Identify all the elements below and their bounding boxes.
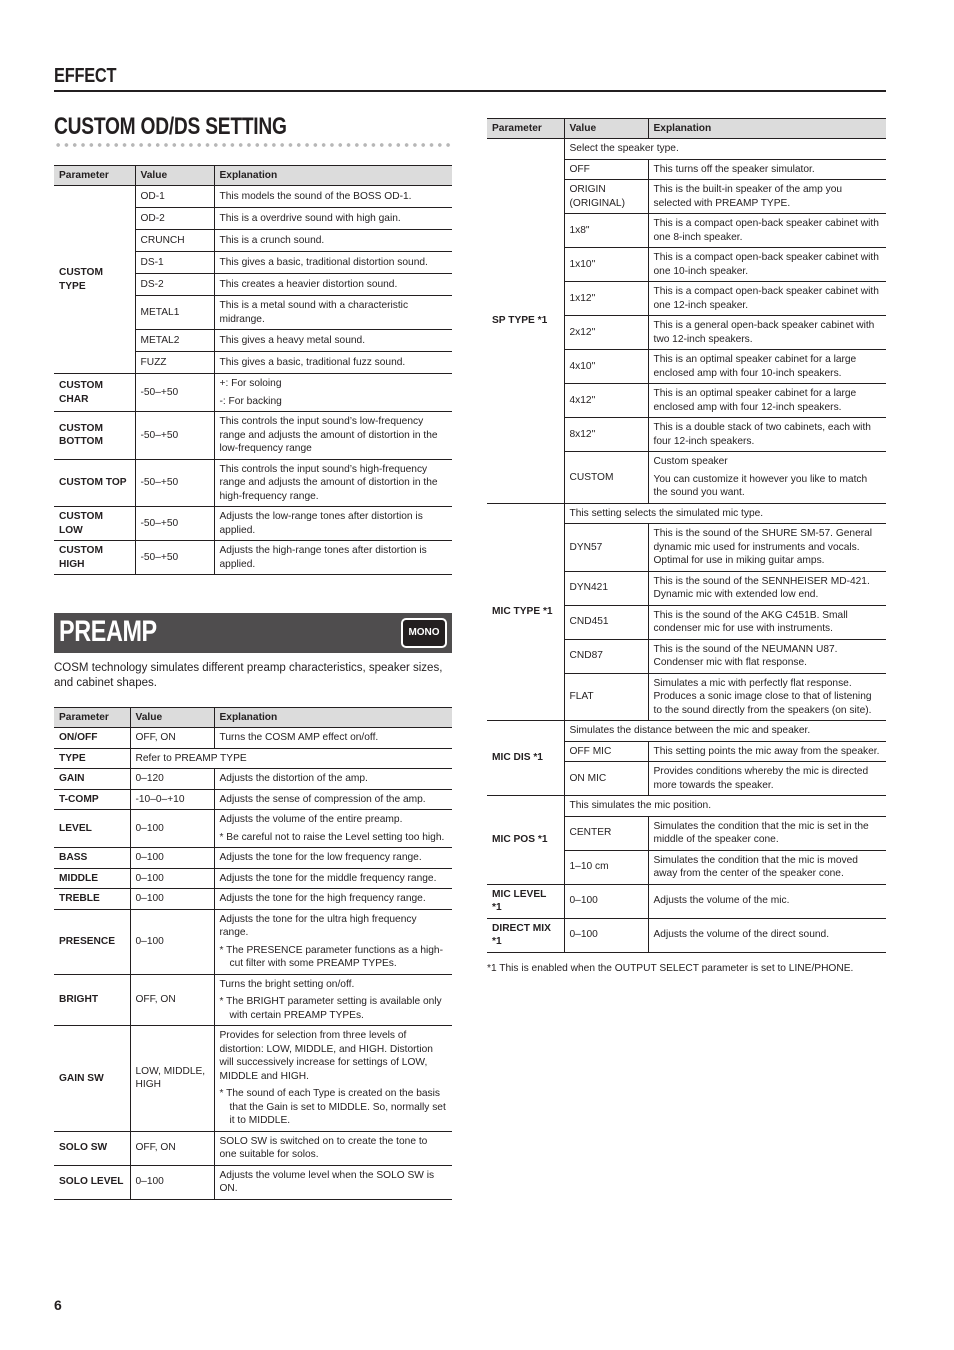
explanation-cell: Adjusts the distortion of the amp.: [214, 769, 452, 790]
value-cell: -10–0–+10: [130, 789, 214, 810]
explanation-cell: Adjusts the tone for the high frequency range.: [214, 889, 452, 910]
explanation-cell: Turns the COSM AMP effect on/off.: [214, 728, 452, 749]
explanation-cell: Adjusts the tone for the low frequency range.: [214, 848, 452, 869]
note-text: * Be careful not to raise the Level setting too high.: [219, 831, 445, 843]
section-intro-cell: Simulates the distance between the mic and speaker.: [564, 721, 886, 742]
explanation-cell: This is a double stack of two cabinets, each with four 12-inch speakers.: [648, 418, 886, 452]
explanation-cell: This is the sound of the SHURE SM-57. General dynamic mic used for instruments and vocals. Optimal for use in miking guitar amps.: [648, 524, 886, 572]
table-header-row: [54, 708, 452, 728]
dotted-divider: [54, 142, 452, 148]
table-row: [54, 459, 452, 507]
param-cell: GAIN SW: [54, 1026, 130, 1132]
value-cell: OFF, ON: [130, 1131, 214, 1165]
column-header: Explanation: [214, 708, 452, 728]
note-text: * The BRIGHT parameter setting is available only with certain PREAMP TYPEs.: [219, 996, 442, 1021]
value-cell: ORIGIN (ORIGINAL): [564, 180, 648, 214]
custom-od-table: [54, 165, 452, 575]
value-cell: 8x12": [564, 418, 648, 452]
table-row: [54, 186, 452, 208]
table-row: [54, 1165, 452, 1199]
explanation-cell: This is a general open-back speaker cabinet with two 12-inch speakers.: [648, 316, 886, 350]
explanation-cell: [214, 974, 452, 1026]
explanation-cell: This is a crunch sound.: [214, 230, 452, 252]
column-header: Parameter: [487, 119, 564, 139]
param-cell: CUSTOM BOTTOM: [54, 412, 135, 460]
value-cell: 0–120: [130, 769, 214, 790]
value-cell: 2x12": [564, 316, 648, 350]
value-cell: 0–100: [130, 909, 214, 974]
explanation-cell: Adjusts the low-range tones after distortion is applied.: [214, 507, 452, 541]
explanation-cell: This is a compact open-back speaker cabinet with one 10-inch speaker.: [648, 248, 886, 282]
explanation-cell: This creates a heavier distortion sound.: [214, 274, 452, 296]
explanation-cell: This models the sound of the BOSS OD-1.: [214, 186, 452, 208]
param-cell: T-COMP: [54, 789, 130, 810]
table-row: [54, 507, 452, 541]
explanation-cell: [214, 810, 452, 848]
table-row: [54, 728, 452, 749]
note-text: * The PRESENCE parameter functions as a high-cut filter with some PREAMP TYPEs.: [219, 944, 443, 969]
explanation-line: -: For backing: [219, 395, 282, 407]
value-cell: 1x10": [564, 248, 648, 282]
preamp-table: [54, 707, 452, 1200]
explanation-line: Adjusts the tone for the ultra high frequency range.: [219, 913, 417, 938]
explanation-cell: This is the sound of the AKG C451B. Small condenser mic for use with instruments.: [648, 605, 886, 639]
table-row: [487, 139, 886, 160]
value-cell: 1–10 cm: [564, 850, 648, 884]
explanation-cell: Simulates the condition that the mic is moved away from the center of the speaker cone.: [648, 850, 886, 884]
param-cell: MIC POS *1: [487, 796, 564, 885]
value-cell: LOW, MIDDLE, HIGH: [130, 1026, 214, 1132]
param-cell: MIC TYPE *1: [487, 503, 564, 721]
table-row: [54, 748, 452, 769]
explanation-cell: This setting points the mic away from the speaker.: [648, 741, 886, 762]
explanation-cell: [214, 374, 452, 412]
table-row: [487, 721, 886, 742]
footnote: *1 This is enabled when the OUTPUT SELECT parameter is set to LINE/PHONE.: [487, 963, 854, 974]
value-cell: 1x8": [564, 214, 648, 248]
param-cell: PRESENCE: [54, 909, 130, 974]
explanation-cell: This controls the input sound’s low-frequency range and adjusts the amount of distortion in the low-frequency range: [214, 412, 452, 460]
custom-od-title: CUSTOM OD/DS SETTING: [54, 113, 287, 140]
value-cell: DYN421: [564, 571, 648, 605]
value-cell: DYN57: [564, 524, 648, 572]
explanation-cell: Adjusts the volume level when the SOLO SW is ON.: [214, 1165, 452, 1199]
table-row: [487, 503, 886, 524]
explanation-cell: Simulates a mic with perfectly flat response. Produces a sonic image close to that of listening to the sound directly from the speakers (on site).: [648, 673, 886, 721]
value-cell: OFF: [564, 159, 648, 180]
value-cell: FUZZ: [135, 352, 214, 374]
table-row: [54, 974, 452, 1026]
preamp-banner: [54, 613, 452, 653]
param-cell: SOLO SW: [54, 1131, 130, 1165]
value-cell: 0–100: [564, 884, 648, 918]
table-row: [54, 769, 452, 790]
table-row: [54, 374, 452, 412]
explanation-cell: This is an optimal speaker cabinet for a large enclosed amp with four 10-inch speakers.: [648, 350, 886, 384]
preamp-title: PREAMP: [59, 615, 157, 648]
value-cell: 0–100: [130, 810, 214, 848]
explanation-cell: This gives a heavy metal sound.: [214, 330, 452, 352]
explanation-cell: This is an optimal speaker cabinet for a large enclosed amp with four 12-inch speakers.: [648, 384, 886, 418]
param-cell: GAIN: [54, 769, 130, 790]
explanation-cell: Adjusts the high-range tones after distortion is applied.: [214, 541, 452, 575]
column-header: Value: [135, 166, 214, 186]
value-cell: -50–+50: [135, 459, 214, 507]
table-row: [54, 789, 452, 810]
value-cell: 4x10": [564, 350, 648, 384]
explanation-cell: [214, 1026, 452, 1132]
value-cell: 0–100: [564, 918, 648, 952]
page-number: 6: [54, 1297, 62, 1313]
value-cell: OFF, ON: [130, 728, 214, 749]
explanation-cell: Adjusts the volume of the mic.: [648, 884, 886, 918]
section-intro-cell: This setting selects the simulated mic type.: [564, 503, 886, 524]
explanation-cell: This is a compact open-back speaker cabinet with one 12-inch speaker.: [648, 282, 886, 316]
value-cell: DS-2: [135, 274, 214, 296]
table-row: [54, 848, 452, 869]
value-cell: -50–+50: [135, 507, 214, 541]
explanation-cell: This gives a basic, traditional distortion sound.: [214, 252, 452, 274]
value-cell: Refer to PREAMP TYPE: [130, 748, 452, 769]
table-row: [54, 412, 452, 460]
value-cell: CUSTOM: [564, 452, 648, 504]
column-header: Parameter: [54, 708, 130, 728]
explanation-cell: [214, 909, 452, 974]
param-cell: CUSTOM CHAR: [54, 374, 135, 412]
table-header-row: [54, 166, 452, 186]
explanation-cell: Adjusts the volume of the direct sound.: [648, 918, 886, 952]
value-cell: OFF, ON: [130, 974, 214, 1026]
column-header: Value: [564, 119, 648, 139]
explanation-cell: [648, 452, 886, 504]
param-cell: BASS: [54, 848, 130, 869]
explanation-cell: This is the sound of the SENNHEISER MD-421. Dynamic mic with extended low end.: [648, 571, 886, 605]
param-cell: MIC DIS *1: [487, 721, 564, 796]
explanation-cell: This gives a basic, traditional fuzz sound.: [214, 352, 452, 374]
param-cell: CUSTOM TOP: [54, 459, 135, 507]
table-row: [487, 884, 886, 918]
table-row: [54, 541, 452, 575]
explanation-cell: This is a compact open-back speaker cabinet with one 8-inch speaker.: [648, 214, 886, 248]
explanation-cell: This is the built-in speaker of the amp you selected with PREAMP TYPE.: [648, 180, 886, 214]
value-cell: FLAT: [564, 673, 648, 721]
explanation-cell: This is a overdrive sound with high gain.: [214, 208, 452, 230]
param-cell: LEVEL: [54, 810, 130, 848]
value-cell: 0–100: [130, 1165, 214, 1199]
value-cell: 1x12": [564, 282, 648, 316]
explanation-line: You can customize it however you like to match the sound you want.: [653, 473, 868, 498]
explanation-cell: Adjusts the tone for the middle frequency range.: [214, 868, 452, 889]
table-row: [54, 1026, 452, 1132]
explanation-cell: Provides conditions whereby the mic is directed more towards the speaker.: [648, 762, 886, 796]
table-row: [54, 868, 452, 889]
column-header: Parameter: [54, 166, 135, 186]
value-cell: CND87: [564, 639, 648, 673]
table-row: [487, 918, 886, 952]
value-cell: CRUNCH: [135, 230, 214, 252]
explanation-line: +: For soloing: [219, 378, 282, 389]
param-cell: CUSTOM TYPE: [54, 186, 135, 374]
value-cell: OD-1: [135, 186, 214, 208]
value-cell: OD-2: [135, 208, 214, 230]
section-intro-cell: Select the speaker type.: [564, 139, 886, 160]
value-cell: -50–+50: [135, 412, 214, 460]
explanation-line: Turns the bright setting on/off.: [219, 978, 355, 990]
value-cell: METAL2: [135, 330, 214, 352]
param-cell: MIC LEVEL *1: [487, 884, 564, 918]
param-cell: DIRECT MIX *1: [487, 918, 564, 952]
column-header: Value: [130, 708, 214, 728]
value-cell: 0–100: [130, 889, 214, 910]
mono-badge-label: MONO: [408, 627, 440, 638]
table-row: [487, 796, 886, 817]
column-header: Explanation: [214, 166, 452, 186]
section-intro-cell: This simulates the mic position.: [564, 796, 886, 817]
note-text: * The sound of each Type is created on the basis that the Gain is set to MIDDLE. So, normally set it to MIDDLE.: [219, 1088, 446, 1126]
value-cell: -50–+50: [135, 541, 214, 575]
explanation-line: Adjusts the volume of the entire preamp.: [219, 814, 403, 825]
table-row: [54, 1131, 452, 1165]
param-cell: SP TYPE *1: [487, 139, 564, 504]
section-header: [54, 62, 886, 92]
param-cell: CUSTOM LOW: [54, 507, 135, 541]
speaker-table: [487, 118, 886, 953]
param-cell: TREBLE: [54, 889, 130, 910]
explanation-cell: This turns off the speaker simulator.: [648, 159, 886, 180]
param-cell: SOLO LEVEL: [54, 1165, 130, 1199]
explanation-cell: This is a metal sound with a characteristic midrange.: [214, 296, 452, 330]
column-header: Explanation: [648, 119, 886, 139]
explanation-line: Provides for selection from three levels of distortion: LOW, MIDDLE, and HIGH. Distortion will successively increase for settings of LOW, MIDDLE and HIGH.: [219, 1030, 433, 1082]
value-cell: METAL1: [135, 296, 214, 330]
value-cell: ON MIC: [564, 762, 648, 796]
table-row: [54, 889, 452, 910]
value-cell: 4x12": [564, 384, 648, 418]
table-row: [54, 909, 452, 974]
param-cell: CUSTOM HIGH: [54, 541, 135, 575]
value-cell: 0–100: [130, 848, 214, 869]
explanation-line: Custom speaker: [653, 456, 728, 467]
value-cell: OFF MIC: [564, 741, 648, 762]
mono-badge: [401, 618, 447, 648]
value-cell: -50–+50: [135, 374, 214, 412]
value-cell: CENTER: [564, 816, 648, 850]
value-cell: DS-1: [135, 252, 214, 274]
explanation-cell: This controls the input sound’s high-frequency range and adjusts the amount of distortion in the high-frequency range.: [214, 459, 452, 507]
explanation-cell: This is the sound of the NEUMANN U87. Condenser mic with flat response.: [648, 639, 886, 673]
section-title: EFFECT: [54, 65, 117, 87]
explanation-cell: Simulates the condition that the mic is set in the middle of the speaker cone.: [648, 816, 886, 850]
explanation-cell: Adjusts the sense of compression of the amp.: [214, 789, 452, 810]
preamp-intro: COSM technology simulates different preamp characteristics, speaker sizes, and cabinet shapes.: [54, 662, 443, 689]
table-row: [54, 810, 452, 848]
value-cell: 0–100: [130, 868, 214, 889]
table-header-row: [487, 119, 886, 139]
value-cell: CND451: [564, 605, 648, 639]
param-cell: TYPE: [54, 748, 130, 769]
param-cell: MIDDLE: [54, 868, 130, 889]
param-cell: ON/OFF: [54, 728, 130, 749]
explanation-cell: SOLO SW is switched on to create the tone to one suitable for solos.: [214, 1131, 452, 1165]
param-cell: BRIGHT: [54, 974, 130, 1026]
